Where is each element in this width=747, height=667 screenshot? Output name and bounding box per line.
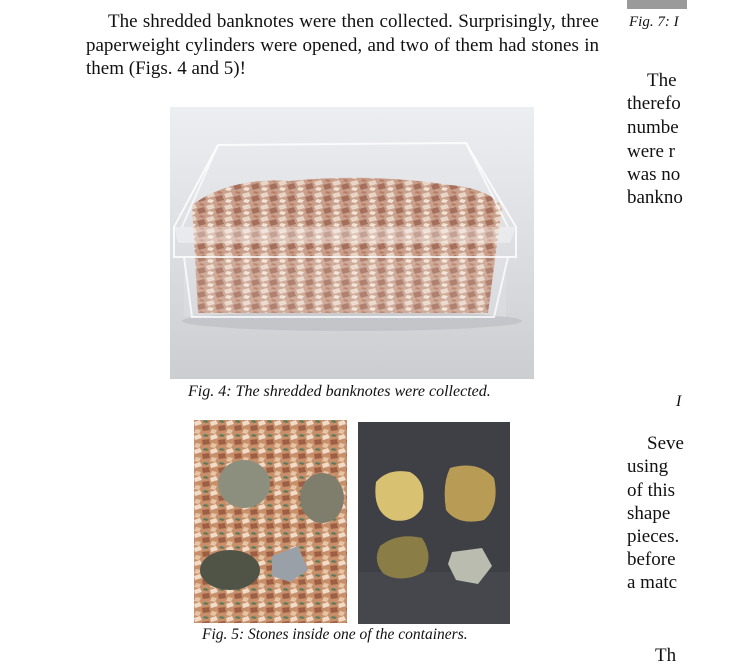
- right-line: Seve: [647, 433, 684, 454]
- figure-5-right-photo: [358, 422, 510, 624]
- shredded-banknotes-box-image: [170, 107, 534, 379]
- right-line: a matc: [627, 572, 678, 593]
- body-paragraph: The shredded banknotes were then collected. Surprisingly, three paperweight cylinders were opened, and two of them had stones in them (Figs. 4 and 5)!: [86, 11, 599, 79]
- body-text-column: [86, 10, 599, 81]
- right-line: was no: [627, 164, 681, 185]
- stones-on-shreds-image: [194, 420, 347, 623]
- right-line: therefo: [627, 93, 681, 114]
- right-line: numbe: [627, 117, 679, 138]
- right-line: were r: [627, 141, 675, 162]
- figure-7-caption-fragment: Fig. 7: I: [629, 14, 679, 30]
- right-line: Th: [655, 645, 677, 666]
- figure-5-left-photo: [194, 420, 347, 623]
- right-italic-fragment: I: [676, 393, 682, 410]
- figure-4-caption: Fig. 4: The shredded banknotes were collected.: [188, 383, 491, 400]
- four-stones-image: [358, 422, 510, 624]
- right-text-column: [627, 0, 747, 666]
- right-line: before: [627, 549, 676, 570]
- right-line: using: [627, 456, 669, 477]
- right-line: of this: [627, 480, 676, 501]
- figure-7-image-edge: [627, 0, 687, 9]
- right-line: bankno: [627, 187, 683, 208]
- right-line: shape: [627, 503, 671, 524]
- figure-4-photo: [170, 107, 534, 379]
- right-line: The: [647, 70, 677, 91]
- right-line: pieces.: [627, 526, 680, 547]
- figure-5-caption: Fig. 5: Stones inside one of the containers.: [202, 626, 468, 643]
